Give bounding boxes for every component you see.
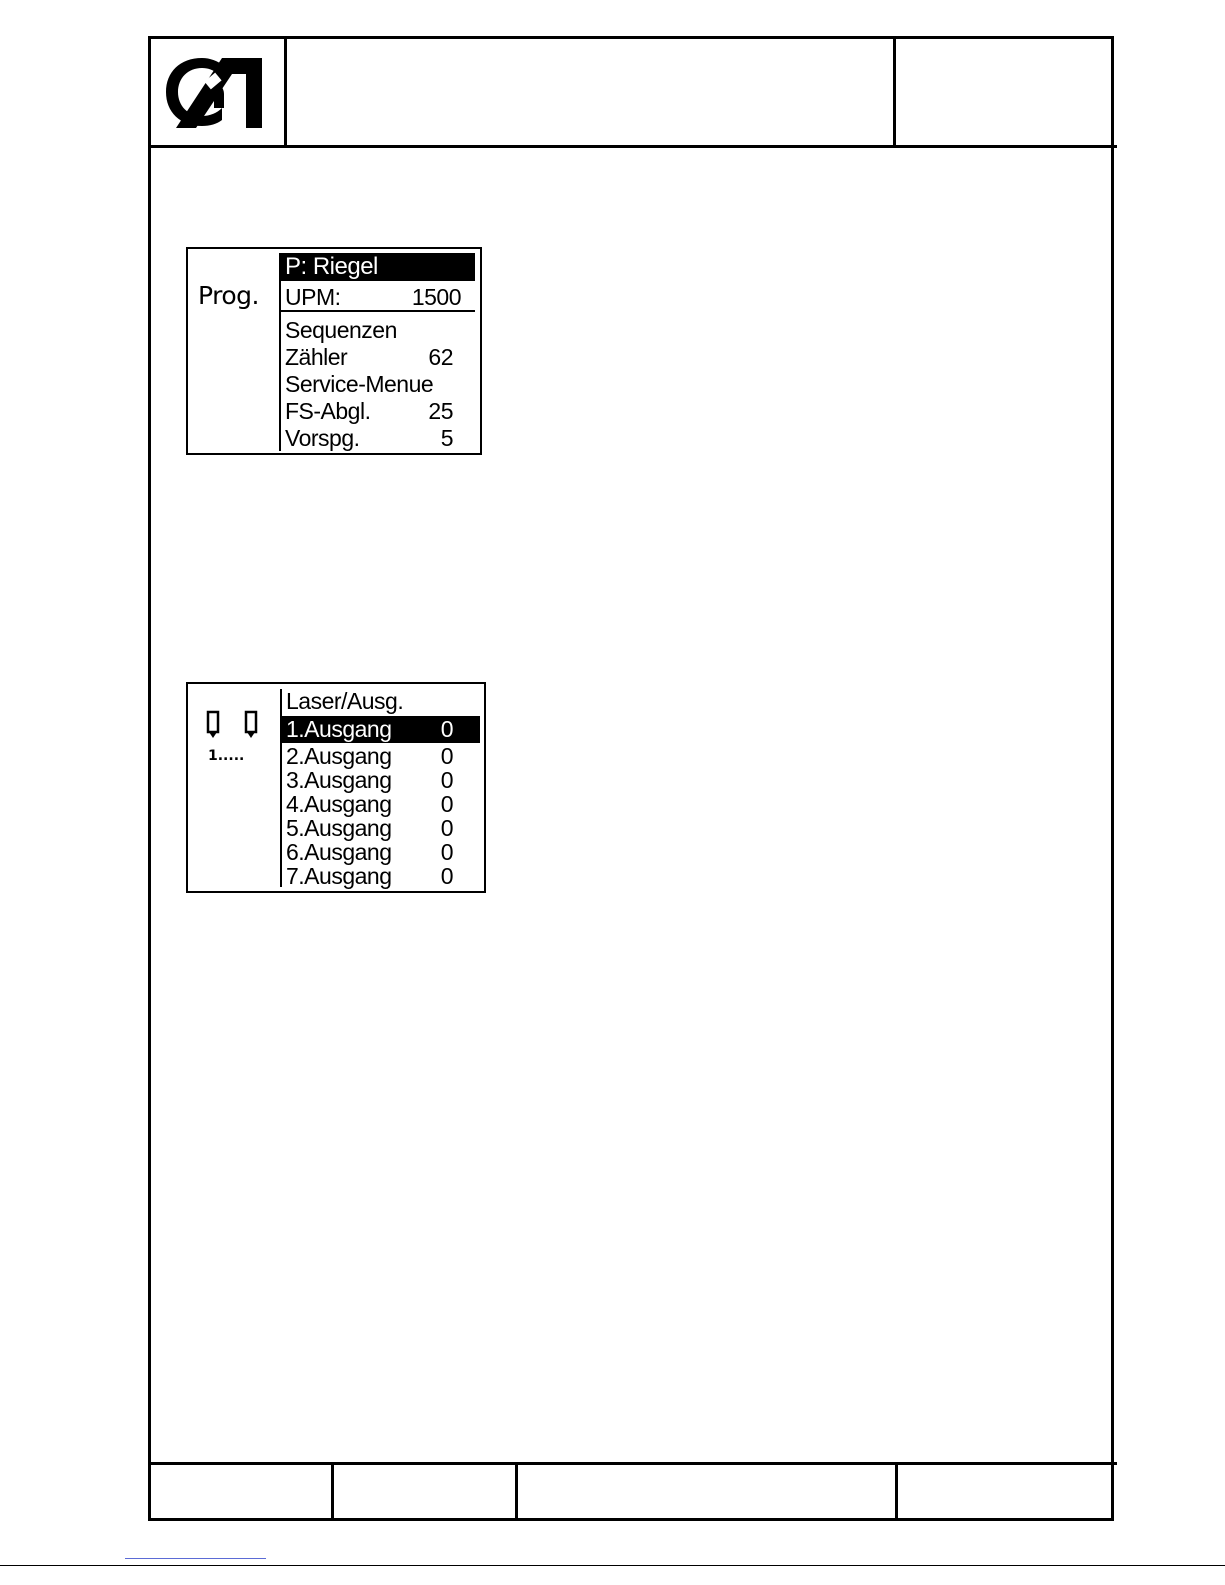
footer-divider [148,1462,1117,1465]
output-label: 4.Ausgang [286,790,392,817]
output-label: 3.Ausgang [286,766,392,793]
output-value: 0 [440,838,453,865]
menu-item-fs-abgl[interactable] [281,398,453,424]
menu-item-label: Sequenzen [285,316,397,343]
output-value: 0 [440,862,453,889]
speed-underline [281,310,475,312]
footer-divider-2 [515,1462,518,1521]
output-label: 2.Ausgang [286,742,392,769]
output-value: 0 [440,814,453,841]
output-row-6[interactable] [282,839,453,865]
header-right-divider [893,36,896,147]
header-logo-divider [284,36,287,147]
lcd-program-menu [186,247,482,455]
laser-marker-icon [204,710,264,744]
menu-item-label: FS-Abgl. [285,397,371,424]
output-value: 0 [440,790,453,817]
bottom-link-underline [125,1558,266,1559]
output-row-4[interactable] [282,791,453,817]
program-title: P: Riegel [285,253,378,280]
output-row-5[interactable] [282,815,453,841]
menu-item-service-menue[interactable] [281,371,453,397]
menu-item-value: 5 [440,424,453,451]
menu-item-label: Zähler [285,343,348,370]
output-row-3[interactable] [282,767,453,793]
output-value: 0 [440,716,453,742]
header-divider [148,145,1117,148]
output-label: 5.Ausgang [286,814,392,841]
output-label: 1.Ausgang [286,716,392,742]
output-value: 0 [440,766,453,793]
output-row-7[interactable] [282,863,453,889]
brand-logo-icon [162,50,272,135]
footer-divider-3 [895,1462,898,1521]
output-value: 0 [440,742,453,769]
lcd-laser-outputs [186,682,486,893]
menu-item-value: 62 [428,343,453,370]
speed-value: 1500 [411,283,461,310]
laser-title-row [282,688,472,714]
output-row-1[interactable] [282,716,480,743]
menu-item-vorspg[interactable] [281,425,453,451]
bottom-rule [0,1565,1225,1566]
program-title-row[interactable] [281,253,475,281]
menu-item-label: Service-Menue [285,370,434,397]
speed-label: UPM: [285,283,341,310]
menu-item-value: 25 [428,397,453,424]
menu-item-sequenzen[interactable] [281,317,453,343]
menu-item-label: Vorspg. [285,424,360,451]
program-side-label: Prog. [198,281,259,310]
output-label: 7.Ausgang [286,862,392,889]
output-label: 6.Ausgang [286,838,392,865]
laser-title: Laser/Ausg. [286,687,404,714]
laser-marker-caption: 1..... [208,748,245,764]
footer-divider-1 [331,1462,334,1521]
output-row-2[interactable] [282,743,453,769]
speed-row[interactable] [281,284,461,310]
menu-item-zaehler[interactable] [281,344,453,370]
